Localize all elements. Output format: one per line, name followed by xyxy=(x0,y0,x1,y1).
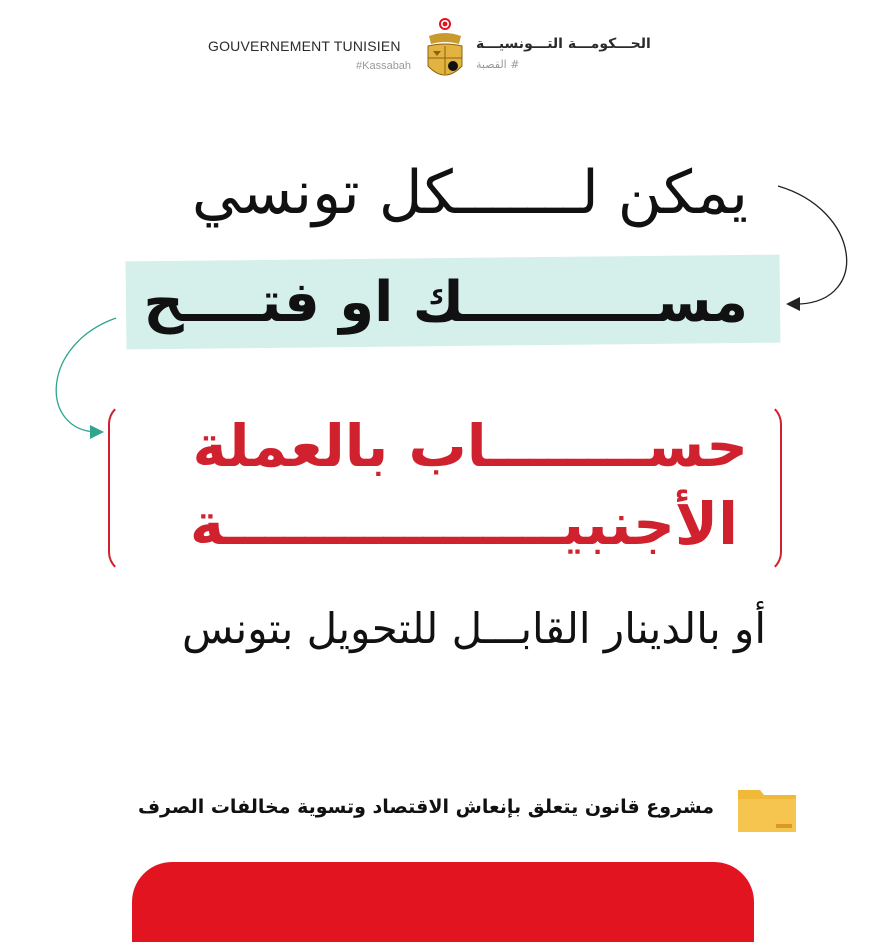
headline-line-4: الأجنبيـــــــــــــــــة xyxy=(189,490,738,558)
headline-line-3: حســــــــاب بالعملة xyxy=(192,412,748,480)
headline-line-2: مســــــــــك او فتــــح xyxy=(143,270,748,335)
header-arabic-hashtag: # القصبة xyxy=(476,58,520,71)
law-project-caption: مشروع قانون يتعلق بإنعاش الاقتصاد وتسوية مخالفات الصرف xyxy=(137,796,714,818)
header-arabic-title: الحـــكومـــة التـــونسيـــة xyxy=(476,36,651,52)
headline-line-1: يمكن لـــــــكل تونسي xyxy=(191,158,748,228)
black-curved-arrow xyxy=(778,186,847,304)
headline-line-5: أو بالدينار القابـــل للتحويل بتونس xyxy=(181,604,766,653)
header-french-hashtag: #Kassabah xyxy=(356,60,412,72)
header-french-title: GOUVERNEMENT TUNISIEN xyxy=(208,38,401,54)
teal-curved-arrow xyxy=(56,318,116,432)
teal-arrowhead-icon xyxy=(90,425,104,439)
black-arrowhead-icon xyxy=(786,297,800,311)
bottom-red-banner xyxy=(132,862,754,942)
folder-icon xyxy=(736,786,798,834)
